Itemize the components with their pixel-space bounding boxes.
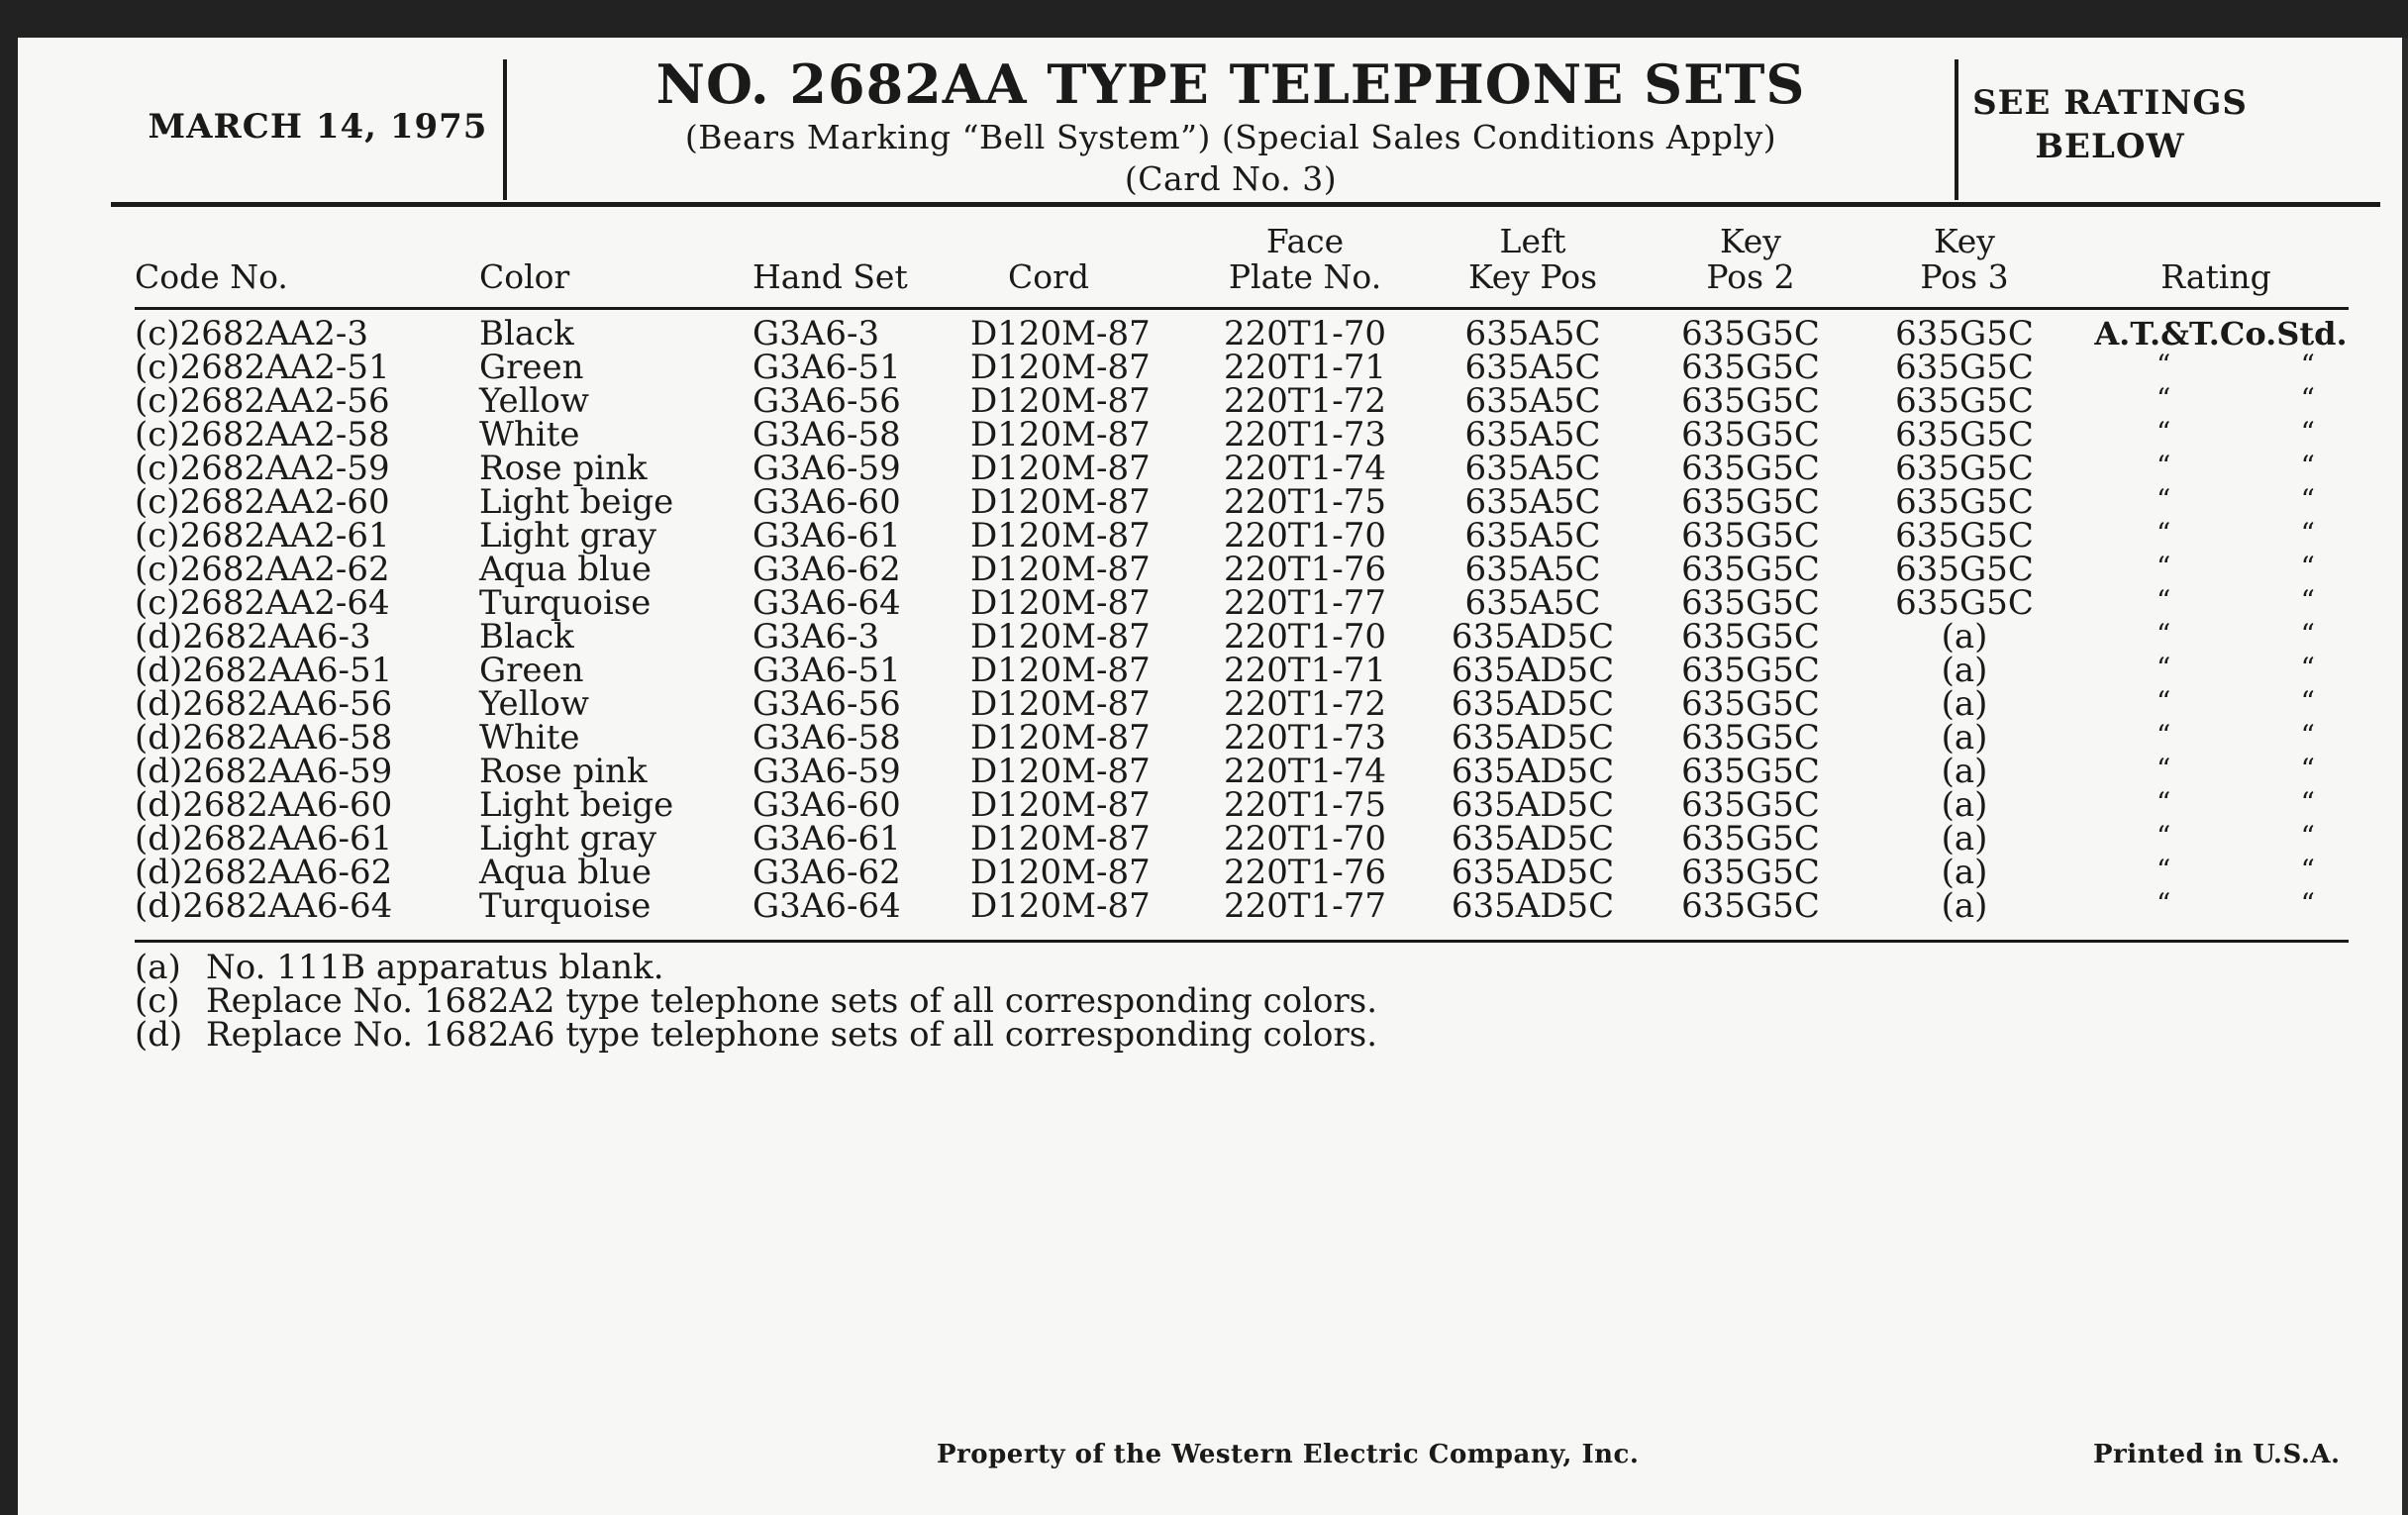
cell-code-no: (d)2682AA6-62 — [135, 853, 393, 892]
cell-rating-ditto: “ “ — [2157, 719, 2315, 752]
cell-code-no: (c)2682AA2-59 — [135, 449, 390, 488]
table-head-rule — [135, 307, 2349, 310]
table-row — [18, 819, 2408, 858]
header-divider-right — [1955, 59, 1958, 200]
cell-key-pos-2: 635G5C — [1681, 381, 1820, 421]
cell-face-plate: 220T1-75 — [1224, 785, 1386, 825]
cell-handset: G3A6-59 — [752, 752, 901, 791]
cell-left-key: 635A5C — [1464, 381, 1601, 421]
cell-code-no: (c)2682AA2-60 — [135, 482, 390, 522]
column-header-key-pos-3 — [1865, 224, 2063, 295]
table-row — [18, 550, 2408, 589]
cell-handset: G3A6-60 — [752, 482, 901, 522]
cell-cord: D120M-87 — [970, 583, 1151, 623]
cell-color: Light beige — [479, 785, 674, 825]
cell-code-no: (c)2682AA2-62 — [135, 550, 390, 589]
cell-left-key: 635AD5C — [1451, 684, 1615, 724]
cell-handset: G3A6-62 — [752, 550, 901, 589]
cell-code-no: (d)2682AA6-60 — [135, 785, 393, 825]
cell-key-pos-3: 635G5C — [1895, 415, 2034, 454]
page-subtitle: (Bears Marking “Bell System”) (Special Sales Conditions Apply) — [684, 118, 1777, 156]
cell-cord: D120M-87 — [970, 482, 1151, 522]
cell-rating-ditto: “ “ — [2157, 382, 2315, 415]
column-header-face-plate-line1: Face — [1265, 222, 1345, 260]
table-row — [18, 853, 2408, 892]
cell-key-pos-3: 635G5C — [1895, 583, 2034, 623]
cell-key-pos-3: 635G5C — [1895, 449, 2034, 488]
cell-color: Green — [479, 348, 584, 387]
column-header-face-plate — [1176, 224, 1434, 295]
cell-handset: G3A6-51 — [752, 651, 901, 690]
cell-color: White — [479, 415, 580, 454]
footnote-text: Replace No. 1682A2 type telephone sets of all corresponding colors. — [206, 981, 1378, 1021]
table-row — [18, 718, 2408, 758]
cell-code-no: (d)2682AA6-3 — [135, 617, 371, 656]
cell-color: Black — [479, 617, 574, 656]
header-divider-left — [503, 59, 507, 200]
cell-rating-ditto: “ “ — [2157, 652, 2315, 684]
cell-code-no: (d)2682AA6-64 — [135, 886, 393, 926]
column-header-rating: Rating — [2160, 257, 2271, 296]
column-header-cord: Cord — [1008, 257, 1090, 296]
cell-handset: G3A6-56 — [752, 684, 901, 724]
cell-rating-ditto: “ “ — [2157, 887, 2315, 920]
table-row — [18, 684, 2408, 724]
table-row — [18, 617, 2408, 656]
column-header-left-key-line2: Key Pos — [1467, 257, 1598, 296]
cell-left-key: 635A5C — [1464, 314, 1601, 354]
cell-cord: D120M-87 — [970, 415, 1151, 454]
cell-handset: G3A6-59 — [752, 449, 901, 488]
cell-face-plate: 220T1-77 — [1224, 886, 1386, 926]
ratings-note-line1: SEE RATINGS — [1972, 83, 2248, 123]
cell-code-no: (c)2682AA2-51 — [135, 348, 390, 387]
table-row — [18, 886, 2408, 926]
cell-rating-ditto: “ “ — [2157, 349, 2315, 381]
cell-color: Turquoise — [479, 886, 652, 926]
cell-left-key: 635AD5C — [1451, 651, 1615, 690]
card-number: (Card No. 3) — [1124, 159, 1338, 198]
cell-key-pos-2: 635G5C — [1681, 415, 1820, 454]
cell-key-pos-2: 635G5C — [1681, 718, 1820, 758]
cell-key-pos-3: 635G5C — [1895, 482, 2034, 522]
table-row — [18, 415, 2408, 454]
cell-left-key: 635A5C — [1464, 415, 1601, 454]
cell-face-plate: 220T1-73 — [1224, 415, 1386, 454]
column-header-key-pos-3-line2: Pos 3 — [1920, 257, 2009, 296]
table-row — [18, 314, 2408, 354]
cell-rating-ditto: “ “ — [2157, 517, 2315, 550]
cell-handset: G3A6-61 — [752, 516, 901, 556]
table-row — [18, 449, 2408, 488]
table-bottom-rule — [135, 940, 2349, 943]
cell-key-pos-2: 635G5C — [1681, 516, 1820, 556]
cell-key-pos-3: (a) — [1941, 684, 1988, 724]
cell-left-key: 635A5C — [1464, 516, 1601, 556]
ratings-note — [1966, 81, 2254, 168]
column-header-key-pos-2-line2: Pos 2 — [1706, 257, 1795, 296]
cell-key-pos-2: 635G5C — [1681, 684, 1820, 724]
cell-key-pos-3: (a) — [1941, 651, 1988, 690]
column-header-key-pos-2-line1: Key — [1720, 222, 1781, 260]
cell-key-pos-3: (a) — [1941, 785, 1988, 825]
cell-cord: D120M-87 — [970, 516, 1151, 556]
cell-code-no: (d)2682AA6-51 — [135, 651, 393, 690]
footnote-mark: (c) — [135, 981, 180, 1021]
cell-left-key: 635A5C — [1464, 449, 1601, 488]
cell-key-pos-2: 635G5C — [1681, 583, 1820, 623]
cell-code-no: (d)2682AA6-61 — [135, 819, 393, 858]
cell-handset: G3A6-64 — [752, 583, 901, 623]
cell-color: Yellow — [479, 684, 589, 724]
cell-face-plate: 220T1-70 — [1224, 617, 1386, 656]
cell-color: Turquoise — [479, 583, 652, 623]
cell-code-no: (d)2682AA6-59 — [135, 752, 393, 791]
footnote — [135, 981, 1378, 1021]
page-title: NO. 2682AA TYPE TELEPHONE SETS — [655, 52, 1806, 116]
column-header-key-pos-2 — [1652, 224, 1850, 295]
footnote — [135, 948, 1377, 987]
cell-rating-ditto: “ “ — [2157, 450, 2315, 482]
column-header-color: Color — [479, 257, 570, 296]
cell-left-key: 635A5C — [1464, 348, 1601, 387]
cell-rating-ditto: “ “ — [2157, 753, 2315, 785]
cell-cord: D120M-87 — [970, 617, 1151, 656]
cell-cord: D120M-87 — [970, 853, 1151, 892]
cell-color: Rose pink — [479, 449, 648, 488]
cell-face-plate: 220T1-70 — [1224, 314, 1386, 354]
cell-handset: G3A6-3 — [752, 314, 880, 354]
table-row — [18, 752, 2408, 791]
cell-rating: A.T.&T.Co.Std. — [2094, 315, 2348, 353]
cell-rating-ditto: “ “ — [2157, 685, 2315, 718]
cell-key-pos-3: (a) — [1941, 752, 1988, 791]
cell-face-plate: 220T1-74 — [1224, 752, 1386, 791]
cell-color: White — [479, 718, 580, 758]
footer-printed: Printed in U.S.A. — [2093, 1440, 2341, 1469]
column-header-left-key — [1414, 224, 1652, 295]
cell-key-pos-3: 635G5C — [1895, 348, 2034, 387]
cell-cord: D120M-87 — [970, 381, 1151, 421]
cell-key-pos-3: 635G5C — [1895, 550, 2034, 589]
cell-key-pos-2: 635G5C — [1681, 886, 1820, 926]
footnote-mark: (d) — [135, 1015, 183, 1055]
cell-cord: D120M-87 — [970, 550, 1151, 589]
cell-cord: D120M-87 — [970, 314, 1151, 354]
column-header-code: Code No. — [135, 257, 288, 296]
cell-left-key: 635AD5C — [1451, 819, 1615, 858]
cell-face-plate: 220T1-70 — [1224, 516, 1386, 556]
cell-key-pos-2: 635G5C — [1681, 819, 1820, 858]
cell-code-no: (d)2682AA6-58 — [135, 718, 393, 758]
cell-rating-ditto: “ “ — [2157, 854, 2315, 886]
cell-key-pos-2: 635G5C — [1681, 314, 1820, 354]
cell-code-no: (d)2682AA6-56 — [135, 684, 393, 724]
cell-code-no: (c)2682AA2-58 — [135, 415, 390, 454]
cell-rating-ditto: “ “ — [2157, 416, 2315, 449]
cell-code-no: (c)2682AA2-64 — [135, 583, 390, 623]
cell-key-pos-2: 635G5C — [1681, 348, 1820, 387]
cell-left-key: 635A5C — [1464, 583, 1601, 623]
cell-color: Black — [479, 314, 574, 354]
cell-code-no: (c)2682AA2-56 — [135, 381, 390, 421]
cell-rating-ditto: “ “ — [2157, 820, 2315, 853]
cell-key-pos-3: (a) — [1941, 617, 1988, 656]
cell-face-plate: 220T1-70 — [1224, 819, 1386, 858]
cell-rating-ditto: “ “ — [2157, 551, 2315, 583]
column-header-face-plate-line2: Plate No. — [1228, 257, 1382, 296]
footnote — [135, 1015, 1378, 1055]
cell-face-plate: 220T1-74 — [1224, 449, 1386, 488]
cell-cord: D120M-87 — [970, 684, 1151, 724]
cell-left-key: 635AD5C — [1451, 853, 1615, 892]
cell-face-plate: 220T1-71 — [1224, 651, 1386, 690]
table-row — [18, 482, 2408, 522]
cell-handset: G3A6-61 — [752, 819, 901, 858]
footnote-mark: (a) — [135, 948, 181, 987]
footer-property: Property of the Western Electric Company, Inc. — [937, 1440, 1640, 1469]
header-rule — [111, 202, 2380, 207]
cell-face-plate: 220T1-75 — [1224, 482, 1386, 522]
column-header-handset: Hand Set — [752, 257, 908, 296]
cell-left-key: 635A5C — [1464, 550, 1601, 589]
cell-face-plate: 220T1-72 — [1224, 684, 1386, 724]
cell-face-plate: 220T1-72 — [1224, 381, 1386, 421]
cell-handset: G3A6-64 — [752, 886, 901, 926]
cell-key-pos-2: 635G5C — [1681, 853, 1820, 892]
table-row — [18, 381, 2408, 421]
cell-cord: D120M-87 — [970, 785, 1151, 825]
cell-handset: G3A6-60 — [752, 785, 901, 825]
cell-rating-ditto: “ “ — [2157, 584, 2315, 617]
cell-key-pos-3: 635G5C — [1895, 381, 2034, 421]
cell-left-key: 635AD5C — [1451, 785, 1615, 825]
card — [18, 38, 2408, 1515]
cell-color: Light gray — [479, 819, 657, 858]
cell-key-pos-2: 635G5C — [1681, 449, 1820, 488]
cell-color: Light beige — [479, 482, 674, 522]
table-row — [18, 785, 2408, 825]
cell-key-pos-3: 635G5C — [1895, 516, 2034, 556]
cell-face-plate: 220T1-71 — [1224, 348, 1386, 387]
cell-handset: G3A6-58 — [752, 415, 901, 454]
cell-key-pos-2: 635G5C — [1681, 651, 1820, 690]
cell-handset: G3A6-51 — [752, 348, 901, 387]
column-header-key-pos-3-line1: Key — [1934, 222, 1995, 260]
cell-handset: G3A6-58 — [752, 718, 901, 758]
cell-color: Green — [479, 651, 584, 690]
cell-color: Aqua blue — [479, 550, 652, 589]
cell-key-pos-2: 635G5C — [1681, 482, 1820, 522]
cell-cord: D120M-87 — [970, 449, 1151, 488]
cell-key-pos-3: (a) — [1941, 853, 1988, 892]
footnote-text: Replace No. 1682A6 type telephone sets of all corresponding colors. — [206, 1015, 1378, 1055]
cell-left-key: 635AD5C — [1451, 617, 1615, 656]
issue-date: MARCH 14, 1975 — [148, 107, 488, 147]
cell-handset: G3A6-62 — [752, 853, 901, 892]
cell-face-plate: 220T1-77 — [1224, 583, 1386, 623]
cell-code-no: (c)2682AA2-3 — [135, 314, 368, 354]
table-row — [18, 583, 2408, 623]
cell-code-no: (c)2682AA2-61 — [135, 516, 390, 556]
cell-cord: D120M-87 — [970, 886, 1151, 926]
cell-handset: G3A6-3 — [752, 617, 880, 656]
ratings-note-line2: BELOW — [2035, 127, 2185, 166]
cell-key-pos-2: 635G5C — [1681, 550, 1820, 589]
cell-key-pos-3: (a) — [1941, 718, 1988, 758]
cell-left-key: 635AD5C — [1451, 886, 1615, 926]
cell-key-pos-3: (a) — [1941, 819, 1988, 858]
cell-left-key: 635AD5C — [1451, 752, 1615, 791]
cell-cord: D120M-87 — [970, 752, 1151, 791]
table-row — [18, 651, 2408, 690]
cell-key-pos-3: 635G5C — [1895, 314, 2034, 354]
cell-left-key: 635A5C — [1464, 482, 1601, 522]
cell-rating-ditto: “ “ — [2157, 786, 2315, 819]
cell-cord: D120M-87 — [970, 348, 1151, 387]
cell-key-pos-2: 635G5C — [1681, 752, 1820, 791]
column-header-left-key-line1: Left — [1499, 222, 1566, 260]
cell-face-plate: 220T1-73 — [1224, 718, 1386, 758]
footnotes — [135, 948, 1378, 1055]
cell-color: Light gray — [479, 516, 657, 556]
cell-rating-ditto: “ “ — [2157, 483, 2315, 516]
table-row — [18, 348, 2408, 387]
cell-cord: D120M-87 — [970, 651, 1151, 690]
cell-face-plate: 220T1-76 — [1224, 550, 1386, 589]
cell-left-key: 635AD5C — [1451, 718, 1615, 758]
cell-face-plate: 220T1-76 — [1224, 853, 1386, 892]
footnote-text: No. 111B apparatus blank. — [206, 948, 664, 987]
cell-color: Aqua blue — [479, 853, 652, 892]
cell-rating-ditto: “ “ — [2157, 618, 2315, 651]
cell-color: Rose pink — [479, 752, 648, 791]
table-row — [18, 516, 2408, 556]
cell-key-pos-2: 635G5C — [1681, 785, 1820, 825]
cell-key-pos-3: (a) — [1941, 886, 1988, 926]
cell-cord: D120M-87 — [970, 819, 1151, 858]
cell-key-pos-2: 635G5C — [1681, 617, 1820, 656]
cell-handset: G3A6-56 — [752, 381, 901, 421]
cell-cord: D120M-87 — [970, 718, 1151, 758]
cell-color: Yellow — [479, 381, 589, 421]
header-title-block — [513, 51, 1949, 200]
